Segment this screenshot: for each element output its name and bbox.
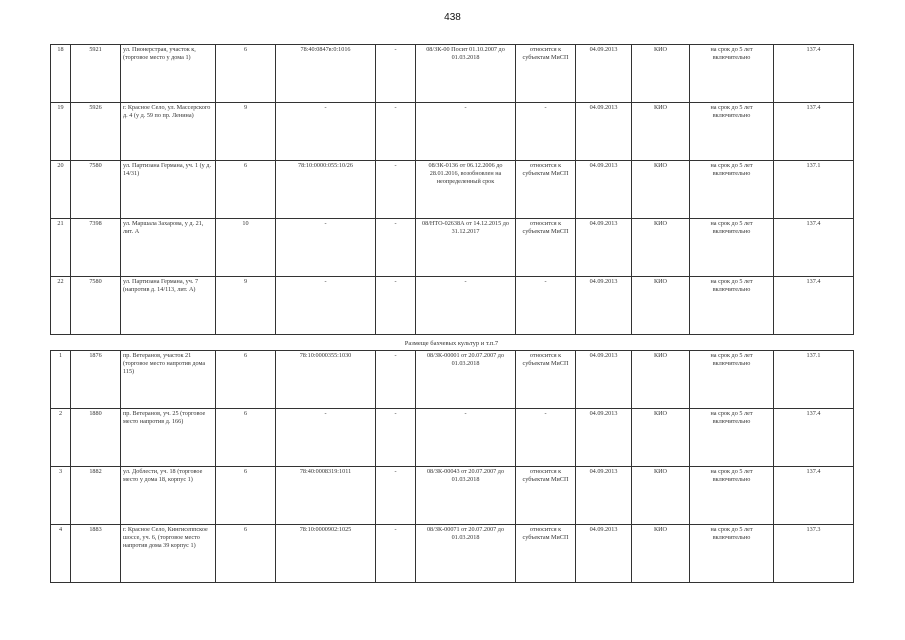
cell-term: на срок до 5 лет включительно <box>690 219 774 277</box>
cell-cadastral-number: 78:10:0000355:1030 <box>276 351 376 409</box>
cell-address: ул. Партизана Германа, уч. 7 (напротив д. 14/113, лит. А) <box>121 277 216 335</box>
cell-code: 137.4 <box>774 467 854 525</box>
cell-row-number: 4 <box>51 525 71 583</box>
table-row <box>51 45 854 103</box>
cell-contract-info: 08/ЗК-00001 от 20.07.2007 до 01.03.2018 <box>416 351 516 409</box>
table-row <box>51 351 854 409</box>
cell-cadastral-number: - <box>276 409 376 467</box>
cell-object-id: 1883 <box>71 525 121 583</box>
cell-contract-info: 08/ЗК-00043 от 20.07.2007 до 01.03.2018 <box>416 467 516 525</box>
cell-term: на срок до 5 лет включительно <box>690 351 774 409</box>
cell-row-number: 2 <box>51 409 71 467</box>
table-row <box>51 467 854 525</box>
table-top <box>50 44 854 335</box>
cell-date: 04.09.2013 <box>576 161 632 219</box>
cell-object-id: 1882 <box>71 467 121 525</box>
cell-code: 137.4 <box>774 45 854 103</box>
cell-date: 04.09.2013 <box>576 409 632 467</box>
cell-code: 137.4 <box>774 103 854 161</box>
cell-object-id: 7580 <box>71 161 121 219</box>
cell-contract-info: 08/ЗК-00071 от 20.07.2007 до 01.03.2018 <box>416 525 516 583</box>
cell-authority: КИО <box>632 103 690 161</box>
cell-registry-mark: - <box>376 525 416 583</box>
cell-code: 137.4 <box>774 277 854 335</box>
cell-date: 04.09.2013 <box>576 525 632 583</box>
cell-smsp-status: относится к субъектам МиСП <box>516 525 576 583</box>
cell-authority: КИО <box>632 467 690 525</box>
cell-address: г. Красное Село, Кингисеппское шоссе, уч. 6, (торговое место напротив дома 39 корпус 1) <box>121 525 216 583</box>
cell-row-number: 20 <box>51 161 71 219</box>
cell-object-id: 5921 <box>71 45 121 103</box>
cell-code: 137.3 <box>774 525 854 583</box>
cell-term: на срок до 5 лет включительно <box>690 409 774 467</box>
cell-cadastral-number: - <box>276 103 376 161</box>
cell-authority: КИО <box>632 351 690 409</box>
cell-date: 04.09.2013 <box>576 351 632 409</box>
cell-area: 9 <box>216 103 276 161</box>
cell-cadastral-number: - <box>276 277 376 335</box>
cell-area: 6 <box>216 525 276 583</box>
cell-address: пр. Ветеранов, участок 21 (торговое место напротив дома 115) <box>121 351 216 409</box>
cell-smsp-status: относится к субъектам МиСП <box>516 467 576 525</box>
cell-row-number: 1 <box>51 351 71 409</box>
cell-smsp-status: - <box>516 277 576 335</box>
table-bottom <box>50 350 854 583</box>
cell-authority: КИО <box>632 161 690 219</box>
table-row <box>51 277 854 335</box>
cell-contract-info: - <box>416 409 516 467</box>
cell-cadastral-number: - <box>276 219 376 277</box>
table-row <box>51 219 854 277</box>
table-row <box>51 161 854 219</box>
cell-object-id: 7398 <box>71 219 121 277</box>
cell-code: 137.1 <box>774 351 854 409</box>
cell-registry-mark: - <box>376 45 416 103</box>
cell-date: 04.09.2013 <box>576 45 632 103</box>
cell-address: пр. Ветеранов, уч. 25 (торговое место напротив д. 166) <box>121 409 216 467</box>
cell-row-number: 22 <box>51 277 71 335</box>
cell-area: 10 <box>216 219 276 277</box>
cell-area: 6 <box>216 467 276 525</box>
cell-object-id: 7580 <box>71 277 121 335</box>
cell-registry-mark: - <box>376 277 416 335</box>
cell-date: 04.09.2013 <box>576 103 632 161</box>
cell-area: 6 <box>216 45 276 103</box>
cell-date: 04.09.2013 <box>576 467 632 525</box>
section-heading: Размеще бахчевых культур и т.п.7 <box>404 340 499 347</box>
cell-registry-mark: - <box>376 409 416 467</box>
cell-cadastral-number: 78:10:0000:055:10/26 <box>276 161 376 219</box>
cell-contract-info: 08/НТО-02638А от 14.12.2015 до 31.12.2017 <box>416 219 516 277</box>
cell-cadastral-number: 78:40:0008319:1011 <box>276 467 376 525</box>
cell-smsp-status: - <box>516 409 576 467</box>
cell-address: ул. Маршала Захарова, у д. 21, лит. А <box>121 219 216 277</box>
cell-authority: КИО <box>632 45 690 103</box>
cell-term: на срок до 5 лет включительно <box>690 277 774 335</box>
cell-smsp-status: относится к субъектам МиСП <box>516 161 576 219</box>
cell-code: 137.4 <box>774 409 854 467</box>
cell-object-id: 1880 <box>71 409 121 467</box>
cell-smsp-status: относится к субъектам МиСП <box>516 351 576 409</box>
cell-authority: КИО <box>632 525 690 583</box>
cell-cadastral-number: 78:10:0000902:1025 <box>276 525 376 583</box>
cell-address: ул. Пионерстрая, участок к, (торговое место у дома 1) <box>121 45 216 103</box>
cell-registry-mark: - <box>376 103 416 161</box>
cell-contract-info: 08/ЗК-00 Посит 01.10.2007 до 01.03.2018 <box>416 45 516 103</box>
cell-term: на срок до 5 лет включительно <box>690 103 774 161</box>
cell-registry-mark: - <box>376 219 416 277</box>
cell-date: 04.09.2013 <box>576 277 632 335</box>
table-row <box>51 409 854 467</box>
cell-cadastral-number: 78:40:0847в:0:1016 <box>276 45 376 103</box>
cell-registry-mark: - <box>376 351 416 409</box>
cell-row-number: 19 <box>51 103 71 161</box>
cell-code: 137.4 <box>774 219 854 277</box>
cell-registry-mark: - <box>376 467 416 525</box>
cell-address: г. Красное Село, ул. Массерского д. 4 (у д. 59 по пр. Ленина) <box>121 103 216 161</box>
cell-address: ул. Доблести, уч. 18 (торговое место у дома 18, корпус 1) <box>121 467 216 525</box>
table-row <box>51 525 854 583</box>
cell-term: на срок до 5 лет включительно <box>690 467 774 525</box>
cell-authority: КИО <box>632 219 690 277</box>
cell-date: 04.09.2013 <box>576 219 632 277</box>
cell-smsp-status: - <box>516 103 576 161</box>
cell-object-id: 1876 <box>71 351 121 409</box>
cell-row-number: 21 <box>51 219 71 277</box>
cell-smsp-status: относится к субъектам МиСП <box>516 45 576 103</box>
cell-smsp-status: относится к субъектам МиСП <box>516 219 576 277</box>
cell-contract-info: - <box>416 277 516 335</box>
cell-authority: КИО <box>632 277 690 335</box>
page-number: 438 <box>444 12 461 23</box>
cell-contract-info: - <box>416 103 516 161</box>
cell-term: на срок до 5 лет включительно <box>690 45 774 103</box>
cell-area: 6 <box>216 161 276 219</box>
cell-address: ул. Партизана Германа, уч. 1 (у д. 14/31) <box>121 161 216 219</box>
cell-area: 6 <box>216 409 276 467</box>
cell-row-number: 18 <box>51 45 71 103</box>
cell-area: 9 <box>216 277 276 335</box>
table-row <box>51 103 854 161</box>
cell-area: 6 <box>216 351 276 409</box>
cell-row-number: 3 <box>51 467 71 525</box>
cell-contract-info: 08/ЗК-0136 от 06.12.2006 до 28.01.2016, возобновлен на неопределенный срок <box>416 161 516 219</box>
cell-authority: КИО <box>632 409 690 467</box>
cell-term: на срок до 5 лет включительно <box>690 161 774 219</box>
cell-object-id: 5926 <box>71 103 121 161</box>
cell-code: 137.1 <box>774 161 854 219</box>
cell-registry-mark: - <box>376 161 416 219</box>
cell-term: на срок до 5 лет включительно <box>690 525 774 583</box>
